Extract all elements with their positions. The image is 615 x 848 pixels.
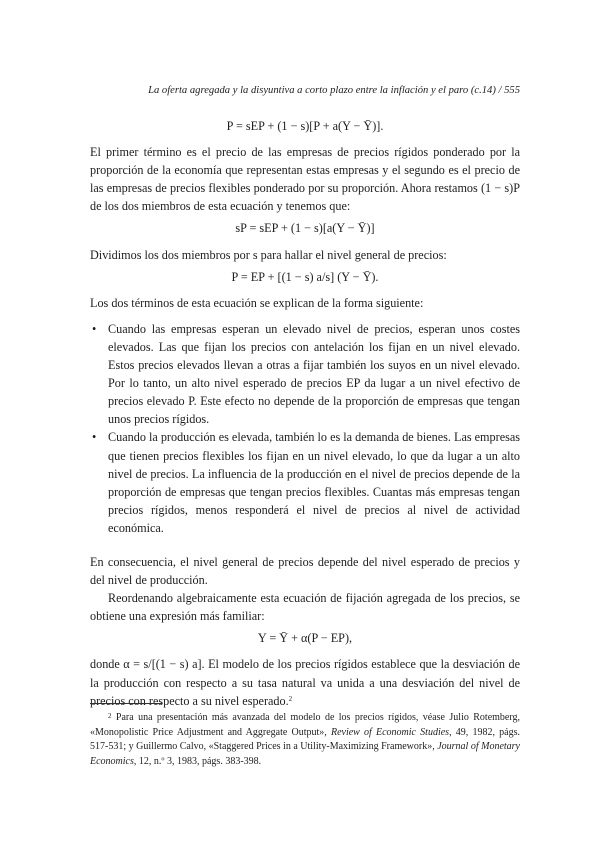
paragraph-4: En consecuencia, el nivel general de precios depende del nivel esperado de precios y del nivel de producción. [90,554,520,588]
footnote-number: 2 [108,712,112,720]
equation-4: Y = Ȳ + α(P − EP), [257,631,353,646]
page-body [90,117,520,710]
footnote-text-b: , 49, 1982, págs. 517-531; y Guillermo Calvo, «Staggered Prices in a Utility-Maximizing Framework», [90,726,520,752]
footnote-text-a: Para una presentación más avanzada del modelo de los precios rígidos, véase Julio Rotemberg, «Monopolistic Price Adjustment and Aggregate Output», [90,712,520,738]
paragraph-6-text: donde α = s/[(1 − s) a]. El modelo de los precios rígidos establece que la desviación de la producción con respecto a su tasa natural va unida a una desviación del nivel de precios con respecto a su nivel esperado. [90,657,520,708]
footnote [90,711,520,769]
footnote-journal-b: Journal of Monetary Economics [90,741,520,767]
bullet-text-2: Cuando la producción es elevada, también lo es la demanda de bienes. Las empresas que tienen precios flexibles los fijan en un nivel elevado, lo que da lugar a un alto nivel de precios. La influencia de la producción en el nivel de precios depende de la proporción de empresas que tengan precios flexibles. Cuantas más empresas tengan precios rígidos, menos responderá el nivel de precios al nivel de actividad económica. [108,430,520,535]
bullet-list [90,320,520,537]
bullet-item-1 [90,320,520,429]
bullet-icon: • [92,430,97,445]
paragraph-6 [90,655,520,709]
bullet-text-1: Cuando las empresas esperan un elevado nivel de precios, esperan unos costes elevados. Las que fijan los precios con antelación los fijan en un nivel elevado. Estos precios elevados llevan a otras a fijar también los suyos en un nivel elevado. Por lo tanto, un alto nivel esperado de precios EP da lugar a un nivel efectivo de precios elevado P. Este efecto no depende de la proporción de empresas que tengan unos precios rígidos. [108,321,520,427]
equation-2: sP = sEP + (1 − s)[a(Y − Ȳ)] [235,221,375,236]
footnote-reference[interactable]: 2 [288,694,293,703]
bullet-icon: • [92,321,97,336]
running-header: La oferta agregada y la disyuntiva a corto plazo entre la inflación y el paro (c.14) / 555 [148,85,520,96]
equation-1: P = sEP + (1 − s)[P + a(Y − Ȳ)]. [226,119,384,133]
footnote-text-c: , 12, n.º 3, 1983, págs. 383-398. [133,755,262,767]
bullet-item-2 [90,428,520,537]
paragraph-1: El primer término es el precio de las empresas de precios rígidos ponderado por la proporción de la economía que representan estas empresas y el segundo es el precio de las empresas de precios flexibles ponderado por su proporción. Ahora restamos (1 − s)P de los dos miembros de esta ecuación y tenemos que: [90,145,520,214]
footnote-journal-a: Review of Economic Studies [330,726,450,738]
paragraph-5: Reordenando algebraicamente esta ecuación de fijación agregada de los precios, se obtiene una expresión más familiar: [90,591,520,624]
footnote-divider [90,703,162,704]
paragraph-3: Los dos términos de esta ecuación se explican de la forma siguiente: [90,295,424,310]
equation-3: P = EP + [(1 − s) a/s] (Y − Ȳ). [231,269,379,284]
paragraph-2: Dividimos los dos miembros por s para hallar el nivel general de precios: [90,247,447,262]
